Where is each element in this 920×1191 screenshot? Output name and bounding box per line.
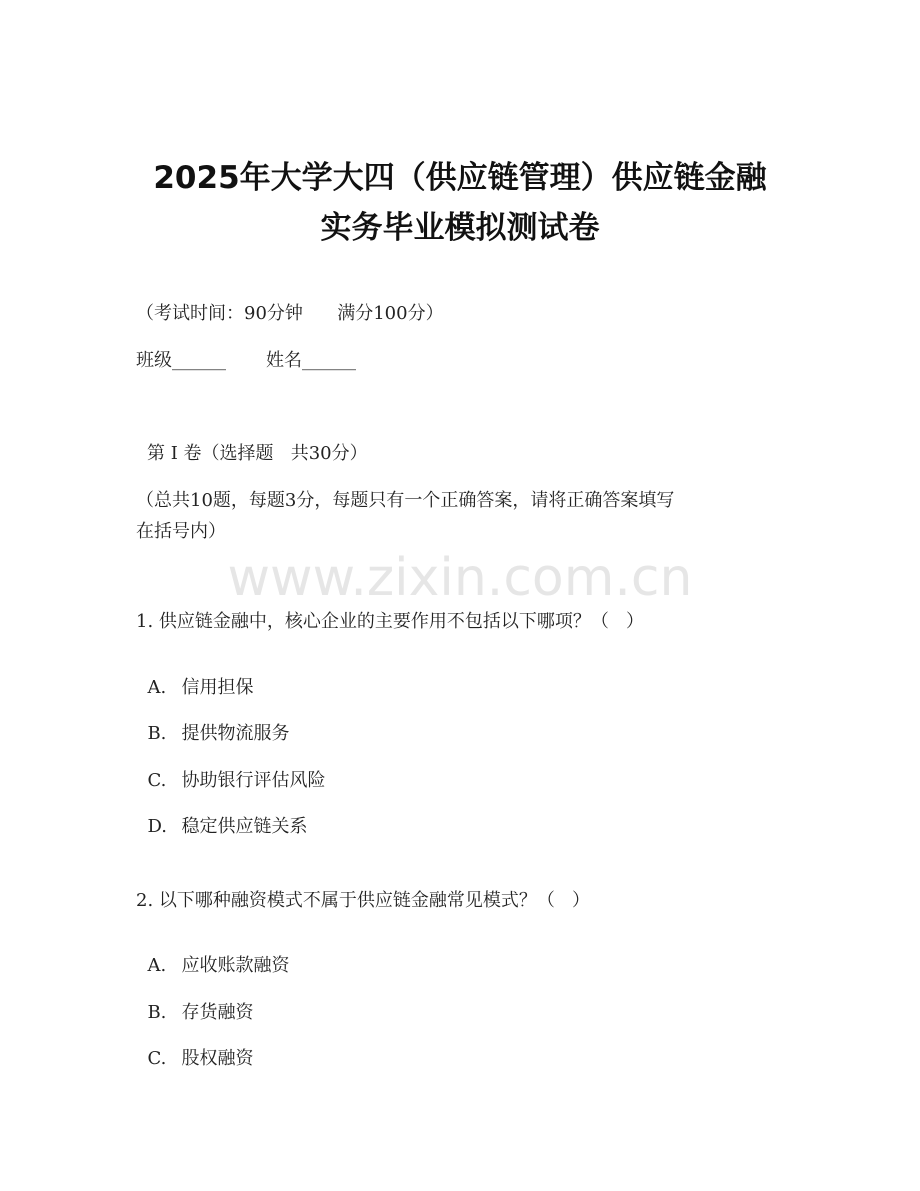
section-instruction-line-2: 在括号内） [136,521,226,542]
watermark: www.zixin.com.cn [227,548,693,608]
option-text: 存货融资 [181,1002,254,1023]
option-text: 协助银行评估风险 [181,770,326,791]
option-text: 提供物流服务 [181,723,290,744]
option-letter: D. [147,816,167,837]
option-c [136,754,325,790]
option-letter: A. [147,677,167,698]
option-a [136,939,289,975]
exam-info: （考试时间：90分钟 满分100分） [136,303,444,324]
option-letter: C. [147,770,167,791]
exam-title-line-2: 实务毕业模拟测试卷 [320,210,600,246]
option-d [136,800,307,836]
student-fields: 班级______ 姓名______ [136,350,357,371]
option-text: 信用担保 [181,677,254,698]
option-c [136,1032,253,1068]
option-b [136,707,289,743]
option-text: 应收账款融资 [181,955,290,976]
option-text: 稳定供应链关系 [181,816,308,837]
option-a [136,661,253,697]
option-letter: B. [147,723,167,744]
option-letter: B. [147,1002,167,1023]
question-stem: 2. 以下哪种融资模式不属于供应链金融常见模式？（ ） [136,890,591,911]
question-stem: 1. 供应链金融中，核心企业的主要作用不包括以下哪项？（ ） [136,611,645,632]
option-letter: A. [147,955,167,976]
exam-title-line-1: 2025年大学大四（供应链管理）供应链金融 [153,160,767,196]
section-header: 第 I 卷（选择题 共30分） [147,443,368,464]
section-instruction-line-1: （总共10题，每题3分，每题只有一个正确答案，请将正确答案填写 [136,490,675,511]
option-text: 股权融资 [181,1048,254,1069]
option-letter: C. [147,1048,167,1069]
option-b [136,986,253,1022]
